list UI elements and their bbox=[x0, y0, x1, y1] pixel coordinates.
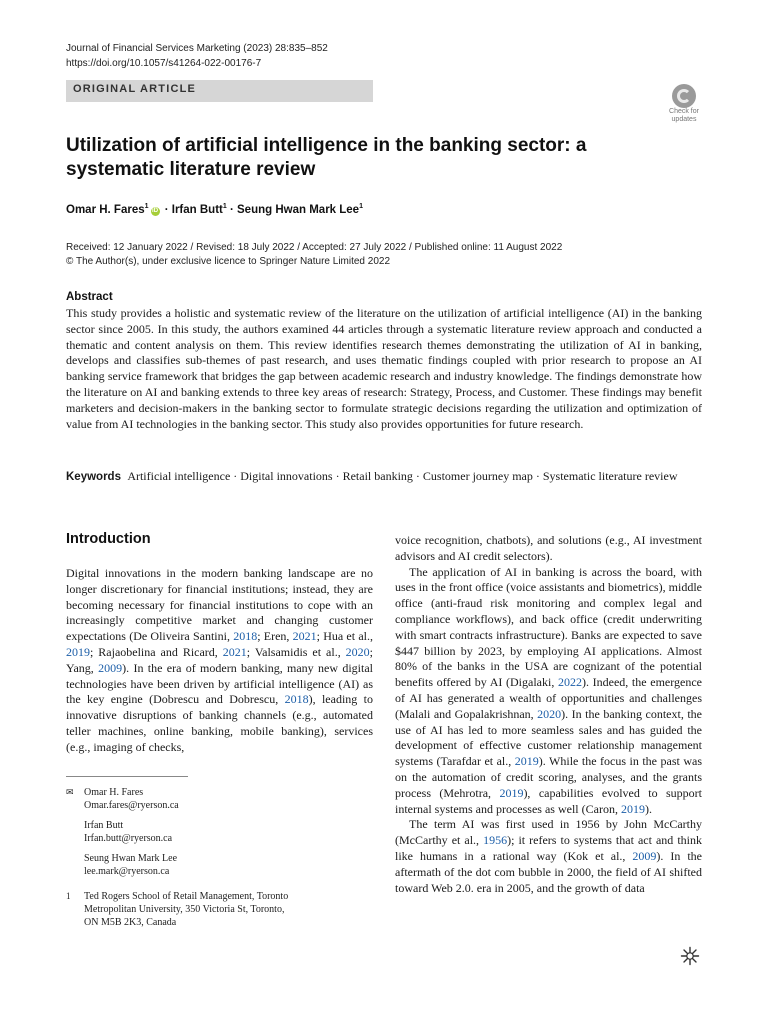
journal-header bbox=[66, 41, 328, 71]
affiliation-marker: 1 bbox=[222, 203, 227, 210]
citation-link[interactable]: 2019 bbox=[66, 644, 90, 659]
article-type-label: ORIGINAL ARTICLE bbox=[73, 83, 197, 95]
body-column-left bbox=[66, 566, 373, 756]
citation-link[interactable]: 2019 bbox=[499, 785, 524, 800]
citation-link[interactable]: 2018 bbox=[233, 629, 258, 644]
affiliation-marker: 1 bbox=[144, 203, 149, 210]
springer-logo-icon bbox=[680, 946, 700, 966]
author-name[interactable]: Omar H. Fares bbox=[66, 203, 145, 216]
affil-author-name: Omar H. Fares bbox=[84, 787, 144, 798]
crossmark-icon bbox=[672, 84, 696, 108]
keywords-list: Artificial intelligence · Digital innovations · Retail banking · Customer journey map · Systematic literature review bbox=[127, 469, 678, 483]
institution: 1 Ted Rogers School of Retail Management, Toronto Metropolitan University, 350 Victoria St, Toronto, ON M5B 2K3, Canada bbox=[66, 891, 289, 928]
paragraph: Digital innovations in the modern banking landscape are no longer discretionary for financial institutions; instead, they are becoming necessary for financial institutions to cope with an increasingly competitive market and changing customer expectations (De Oliveira Santini, 2018; Eren, 2021; Hua et al., 2019; Rajaobelina and Ricard, 2021; Valsamidis et al., 2020; Yang, 2009). In the era of modern banking, many new digital technologies have been driven by artificial intelligence (AI) as the key engine (Dobrescu and Dobrescu, 2018), leading to innovative disruptions of banking channels (e.g., automated teller machines, online banking, mobile banking), services (e.g., imaging of checks, bbox=[66, 566, 373, 754]
body-column-right bbox=[395, 533, 702, 896]
author-separator: · bbox=[161, 203, 172, 216]
doi-link[interactable]: https://doi.org/10.1057/s41264-022-00176-7 bbox=[66, 58, 262, 69]
affiliation-marker: 1 bbox=[359, 203, 363, 210]
citation-link[interactable]: 1956 bbox=[483, 833, 508, 848]
citation-link[interactable]: 2020 bbox=[537, 706, 562, 721]
abstract-heading: Abstract bbox=[66, 291, 113, 303]
email-link[interactable]: Irfan.butt@ryerson.ca bbox=[84, 833, 173, 844]
paragraph: The term AI was first used in 1956 by John McCarthy (McCarthy et al., 1956); it refers to systems that act and think like humans in a rational way (Kok et al., 2009). In the aftermath of the dot com bubble in 2000, the field of AI shifted toward Web 2.0. era in 2005, and the growth of data bbox=[395, 817, 703, 895]
author-separator: · bbox=[226, 203, 238, 216]
article-title: Utilization of artificial intelligence in the banking sector: a systematic literature review bbox=[66, 135, 587, 180]
publication-history bbox=[66, 241, 562, 269]
keywords-heading: Keywords bbox=[66, 471, 121, 483]
email-link[interactable]: Omar.fares@ryerson.ca bbox=[84, 800, 179, 811]
author-affiliations bbox=[66, 786, 366, 929]
author-list bbox=[66, 203, 363, 216]
envelope-icon: ✉ bbox=[66, 787, 74, 797]
orcid-icon[interactable]: iD bbox=[152, 207, 159, 214]
author-contact bbox=[66, 819, 366, 845]
footnote-divider bbox=[66, 776, 188, 777]
paragraph: voice recognition, chatbots), and solutions (e.g., AI investment advisors and AI credit selectors). bbox=[395, 533, 702, 563]
citation-link[interactable]: 2021 bbox=[222, 644, 247, 659]
check-for-updates-badge[interactable] bbox=[664, 84, 704, 124]
author-name[interactable]: Irfan Butt bbox=[171, 203, 223, 216]
affiliation-number: 1 bbox=[66, 891, 71, 901]
author-name[interactable]: Seung Hwan Mark Lee bbox=[237, 203, 360, 216]
citation-link[interactable]: 2020 bbox=[345, 644, 370, 659]
crossmark-text: Check for updates bbox=[669, 108, 699, 123]
citation-link[interactable]: 2019 bbox=[620, 801, 645, 816]
date-history: Received: 12 January 2022 / Revised: 18 July 2022 / Accepted: 27 July 2022 / Published online: 11 August 2022 bbox=[66, 242, 563, 253]
introduction-heading: Introduction bbox=[66, 531, 151, 547]
abstract-text: This study provides a holistic and systematic review of the literature on the utilization of artificial intelligence (AI) in the banking sector since 2005. In this study, the authors examined 44 articles through a systematic literature review approach and conducted a thematic and content analysis on them. This review identifies research themes demonstrating the utilization of AI in banking, develops and classifies sub-themes of past research, and uses thematic findings coupled with prior research to propose an AI banking service framework that bridges the gap between academic research and industry knowledge. The findings demonstrate how the literature on AI and banking extends to three key areas of research: Strategy, Process, and Customer. These findings may benefit marketers and decision-makers in the banking sector to formulate strategic decisions regarding the utilization and optimization of value from AI technologies in the banking sector. This study also provides opportunities for future research. bbox=[66, 306, 702, 431]
journal-citation: Journal of Financial Services Marketing (2023) 28:835–852 bbox=[66, 43, 328, 54]
citation-link[interactable]: 2009 bbox=[98, 660, 123, 675]
citation-link[interactable]: 2021 bbox=[292, 629, 317, 644]
citation-link[interactable]: 2009 bbox=[632, 848, 657, 863]
affil-author-name: Seung Hwan Mark Lee bbox=[84, 853, 178, 864]
paragraph: The application of AI in banking is across the board, with uses in the front office (voice assistants and biometrics), middle office (anti-fraud risk monitoring and complex legal and compliance workflows), and back office (credit underwriting with smart contracts infrastructure). Banks are expected to save $447 billion by 2023, by employing AI applications. Almost 80% of the banks in the USA are cognizant of the potential benefits offered by AI (Digalaki, 2022). Indeed, the emergence of AI has generated a wealth of opportunities and challenges (Malali and Gopalakrishnan, 2020). In the banking context, the use of AI has led to more seamless sales and has guided the development of effective customer relationship management systems (Tarafdar et al., 2019). While the focus in the past was on the automation of credit scoring, analyses, and the grants process (Mehrotra, 2019), capabilities evolved to support internal systems and processes as well (Caron, 2019). bbox=[395, 564, 702, 816]
affil-author-name: Irfan Butt bbox=[84, 820, 124, 831]
email-link[interactable]: lee.mark@ryerson.ca bbox=[84, 866, 170, 877]
corresponding-author bbox=[66, 786, 366, 812]
citation-link[interactable]: 2022 bbox=[557, 675, 582, 690]
author-contact bbox=[66, 852, 366, 878]
keywords bbox=[66, 468, 702, 485]
citation-link[interactable]: 2019 bbox=[514, 754, 539, 769]
citation-link[interactable]: 2018 bbox=[284, 692, 309, 707]
copyright-line: © The Author(s), under exclusive licence to Springer Nature Limited 2022 bbox=[66, 256, 391, 267]
